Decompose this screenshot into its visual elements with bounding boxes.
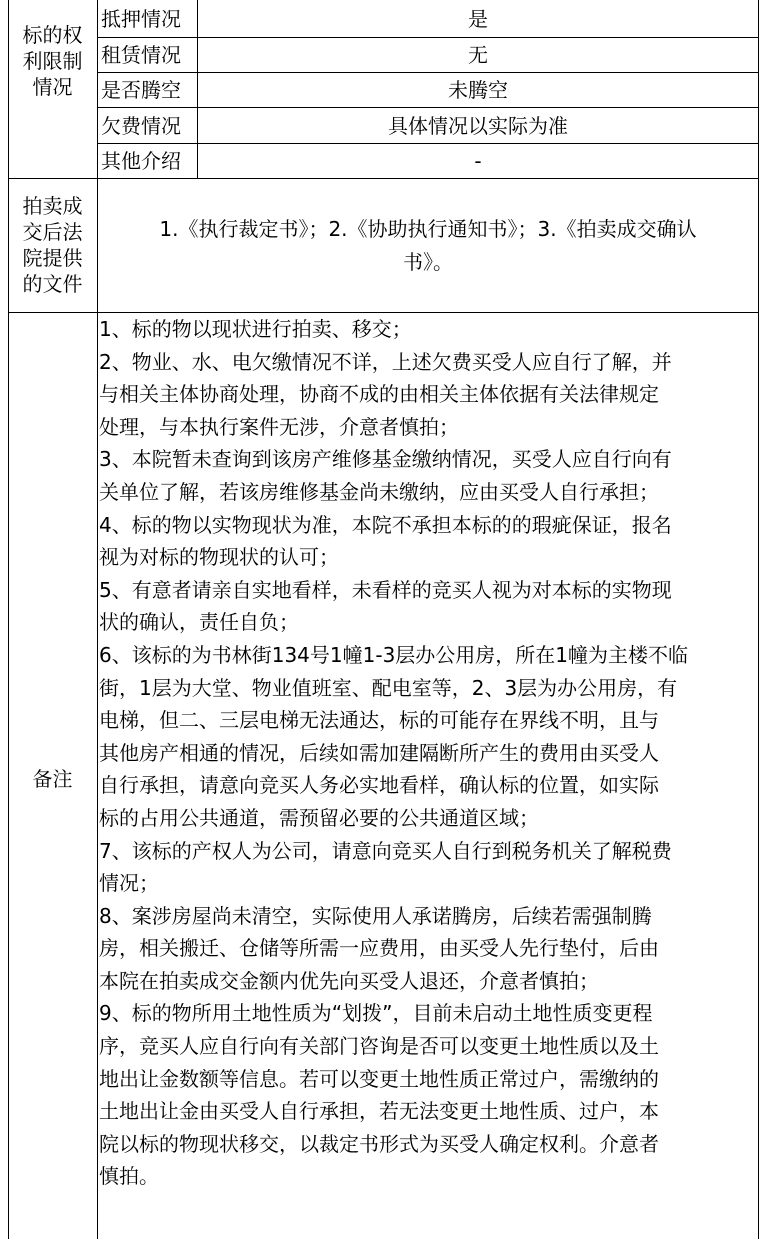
remarks-line: 本院在拍卖成交金额内优先向买受人退还，介意者慎拍；: [99, 968, 599, 993]
remarks-line: 慎拍。: [99, 1164, 159, 1189]
restriction-label: 标的权 利限制 情况: [22, 23, 83, 99]
remarks-line: 7、该标的产权人为公司，请意向竞买人自行到税务机关了解税费: [99, 838, 672, 863]
remarks-text: [99, 313, 757, 1193]
row-value-lease: 无: [468, 43, 488, 67]
remarks-line: 6、该标的为书林街134号1幢1-3层办公用房，所在1幢为主楼不临: [99, 642, 689, 667]
row-value-other: -: [474, 149, 482, 173]
remarks-line: 院以标的物现状移交，以裁定书形式为买受人确定权利。介意者: [99, 1131, 659, 1156]
row-label-arrears: 欠费情况: [101, 113, 181, 138]
remarks-line: 自行承担，请意向竞买人务必实地看样，确认标的位置，如实际: [99, 773, 659, 798]
remarks-line: 1、标的物以现状进行拍卖、移交；: [99, 317, 412, 341]
remarks-line: 地出让金数额等信息。若可以变更土地性质正常过户，需缴纳的: [99, 1066, 659, 1091]
remarks-line: 街，1层为大堂、物业值班室、配电室等，2、3层为办公用房，有: [99, 675, 678, 700]
remarks-line: 电梯，但二、三层电梯无法通达，标的可能存在界线不明，且与: [99, 708, 659, 733]
table-border-right: [758, 0, 759, 1239]
row-value-arrears: 具体情况以实际为准: [388, 113, 568, 138]
remarks-line: 2、物业、水、电欠缴情况不详，上述欠费买受人应自行了解，并: [99, 349, 672, 374]
remarks-line: 视为对标的物现状的认可；: [99, 545, 339, 570]
remarks-line: 序，竞买人应自行向有关部门咨询是否可以变更土地性质以及土: [99, 1034, 659, 1059]
row-value-vacated: 未腾空: [448, 78, 508, 102]
row-label-lease: 租赁情况: [101, 43, 181, 67]
court-files-label: 拍卖成 交后法 院提供 的文件: [22, 194, 83, 296]
table-border-left: [8, 0, 9, 1239]
column-divider: [97, 0, 98, 1239]
remarks-line: 5、有意者请亲自实地看样，未看样的竞买人视为对本标的实物现: [99, 577, 672, 602]
row-label-mortgage: 抵押情况: [101, 6, 181, 31]
remarks-line: 9、标的物所用土地性质为“划拨”，目前未启动土地性质变更程: [99, 1001, 653, 1026]
row-label-vacated: 是否腾空: [101, 78, 181, 102]
remarks-line: 与相关主体协商处理，协商不成的由相关主体依据有关法律规定: [99, 382, 659, 407]
remarks-line: 状的确认，责任自负；: [99, 610, 299, 635]
court-files-value: 1.《执行裁定书》；2.《协助执行通知书》；3.《拍卖成交确认 书》。: [159, 217, 697, 274]
remarks-line: 3、本院暂未查询到该房产维修基金缴纳情况，买受人应自行向有: [99, 447, 672, 472]
remarks-line: 土地出让金由买受人自行承担，若无法变更土地性质、过户，本: [99, 1099, 659, 1124]
remarks-line: 处理，与本执行案件无涉，介意者慎拍；: [99, 414, 459, 439]
remarks-line: 情况；: [99, 871, 159, 896]
auction-info-table: [8, 0, 759, 1239]
remarks-line: 其他房产相通的情况，后续如需加建隔断所产生的费用由买受人: [99, 740, 659, 765]
section-divider: [8, 178, 759, 179]
remarks-label: 备注: [32, 767, 73, 791]
remarks-line: 关单位了解，若该房维修基金尚未缴纳，应由买受人自行承担；: [99, 479, 659, 504]
row-label-other: 其他介绍: [101, 149, 181, 173]
row-value-mortgage: 是: [468, 6, 488, 31]
remarks-line: 房，相关搬迁、仓储等所需一应费用，由买受人先行垫付，后由: [99, 936, 659, 961]
remarks-line: 4、标的物以实物现状为准，本院不承担本标的的瑕疵保证，报名: [99, 512, 672, 537]
remarks-line: 8、案涉房屋尚未清空，实际使用人承诺腾房，后续若需强制腾: [99, 903, 652, 928]
remarks-line: 标的占用公共通道，需预留必要的公共通道区域；: [99, 805, 539, 830]
